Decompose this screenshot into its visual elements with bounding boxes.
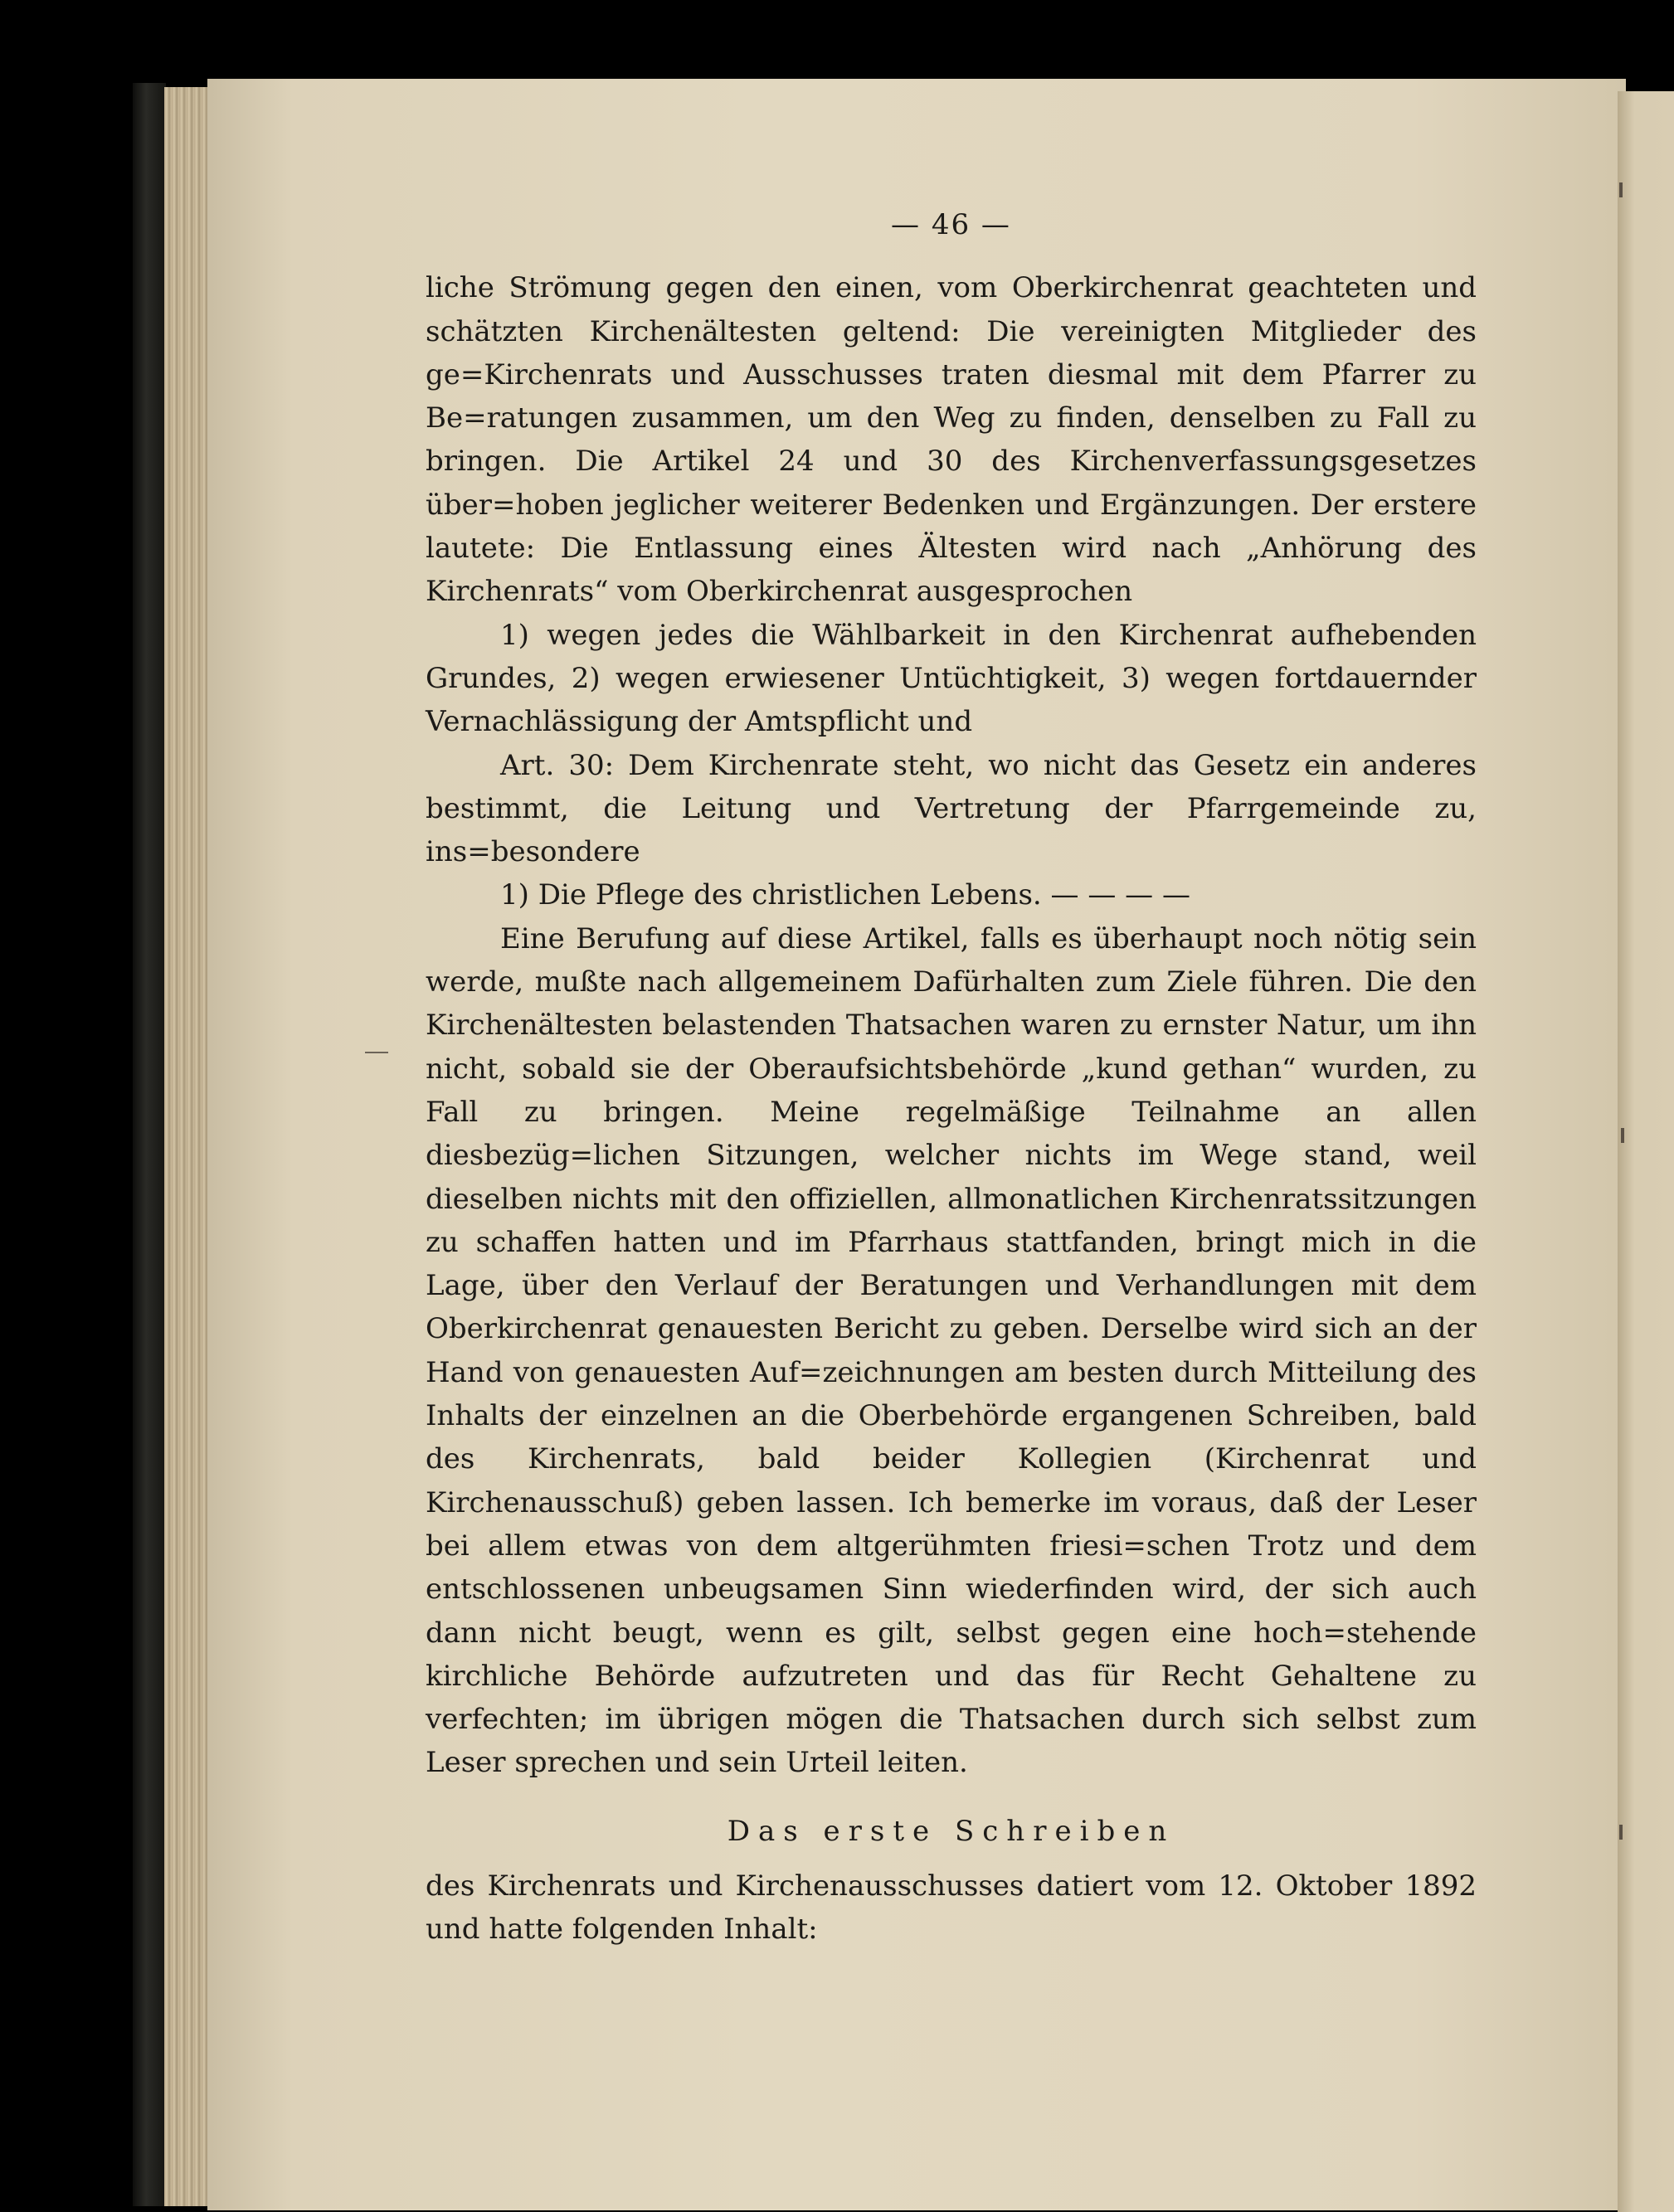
- page-edges: [164, 87, 212, 2206]
- margin-pencil-mark: [365, 1052, 388, 1053]
- paragraph-body: Eine Berufung auf diese Artikel, falls es überhaupt noch nötig sein werde, mußte nach allgemeinem Dafürhalten zum Ziele führen. Die den Kirchenältesten belastenden Thatsachen waren zu ernster Natur, um ihn nicht, sobald sie der Oberaufsichtsbehörde „kund gethan“ wurden, zu Fall zu bringen. Meine regelmäßige Teilnahme an allen diesbezüg=lichen Sitzungen, welcher nichts im Wege stand, weil dieselben nichts mit den offiziellen, allmonatlichen Kirchenratssitzungen zu schaffen hatten und im Pfarrhaus stattfanden, bringt mich in die Lage, über den Verlauf der Beratungen und Verhandlungen mit dem Oberkirchenrat genauesten Bericht zu geben. Derselbe wird sich an der Hand von genauesten Auf=zeichnungen am besten durch Mitteilung des Inhalts der einzelnen an die Oberbehörde ergangenen Schreiben, bald des Kirchenrats, bald beider Kollegien (Kirchenrat und Kirchenausschuß) geben lassen. Ich bemerke im voraus, daß der Leser bei allem etwas von dem altgerühmten friesi=schen Trotz und dem entschlossenen unbeugsamen Sinn wiederfinden wird, der sich auch dann nicht beugt, wenn es gilt, selbst gegen eine hoch=stehende kirchliche Behörde aufzutreten und das für Recht Gehaltene zu verfechten; im übrigen mögen die Thatsachen durch sich selbst zum Leser sprechen und sein Urteil leiten.: [426, 921, 1477, 1780]
- section-heading: Das erste Schreiben: [727, 1814, 1175, 1848]
- facing-page-edge: [1618, 91, 1674, 2212]
- page-number: — 46 —: [891, 208, 1011, 241]
- paragraph-list-item: 1) wegen jedes die Wählbarkeit in den Kirchenrat aufhebenden Grundes, 2) wegen erwiesener Untüchtigkeit, 3) wegen fortdauernder Vernachlässigung der Amtspflicht und: [426, 618, 1477, 739]
- paragraph-article-30: Art. 30: Dem Kirchenrate steht, wo nicht das Gesetz ein anderes bestimmt, die Leitung und Vertretung der Pfarrgemeinde zu, ins=besondere: [426, 748, 1477, 869]
- edge-mark: [1619, 182, 1623, 197]
- page-text-block: [426, 203, 1477, 1952]
- paragraph-closing: des Kirchenrats und Kirchenausschusses datiert vom 12. Oktober 1892 und hatte folgenden Inhalt:: [426, 1869, 1477, 1947]
- edge-mark: [1621, 1128, 1624, 1143]
- edge-mark: [1619, 1825, 1623, 1840]
- paragraph-list-item: 1) Die Pflege des christlichen Lebens. — — — —: [500, 878, 1190, 912]
- book-spine: [133, 83, 166, 2206]
- paragraph-continuation: liche Strömung gegen den einen, vom Oberkirchenrat geachteten und schätzten Kirchenältesten geltend: Die vereinigten Mitglieder des ge=Kirchenrats und Ausschusses traten diesmal mit dem Pfarrer zu Be=ratungen zusammen, um den Weg zu finden, denselben zu Fall zu bringen. Die Artikel 24 und 30 des Kirchenverfassungsgesetzes über=hoben jeglicher weiterer Bedenken und Ergänzungen. Der erstere lautete: Die Entlassung eines Ältesten wird nach „Anhörung des Kirchenrats“ vom Oberkirchenrat ausgesprochen: [426, 271, 1477, 609]
